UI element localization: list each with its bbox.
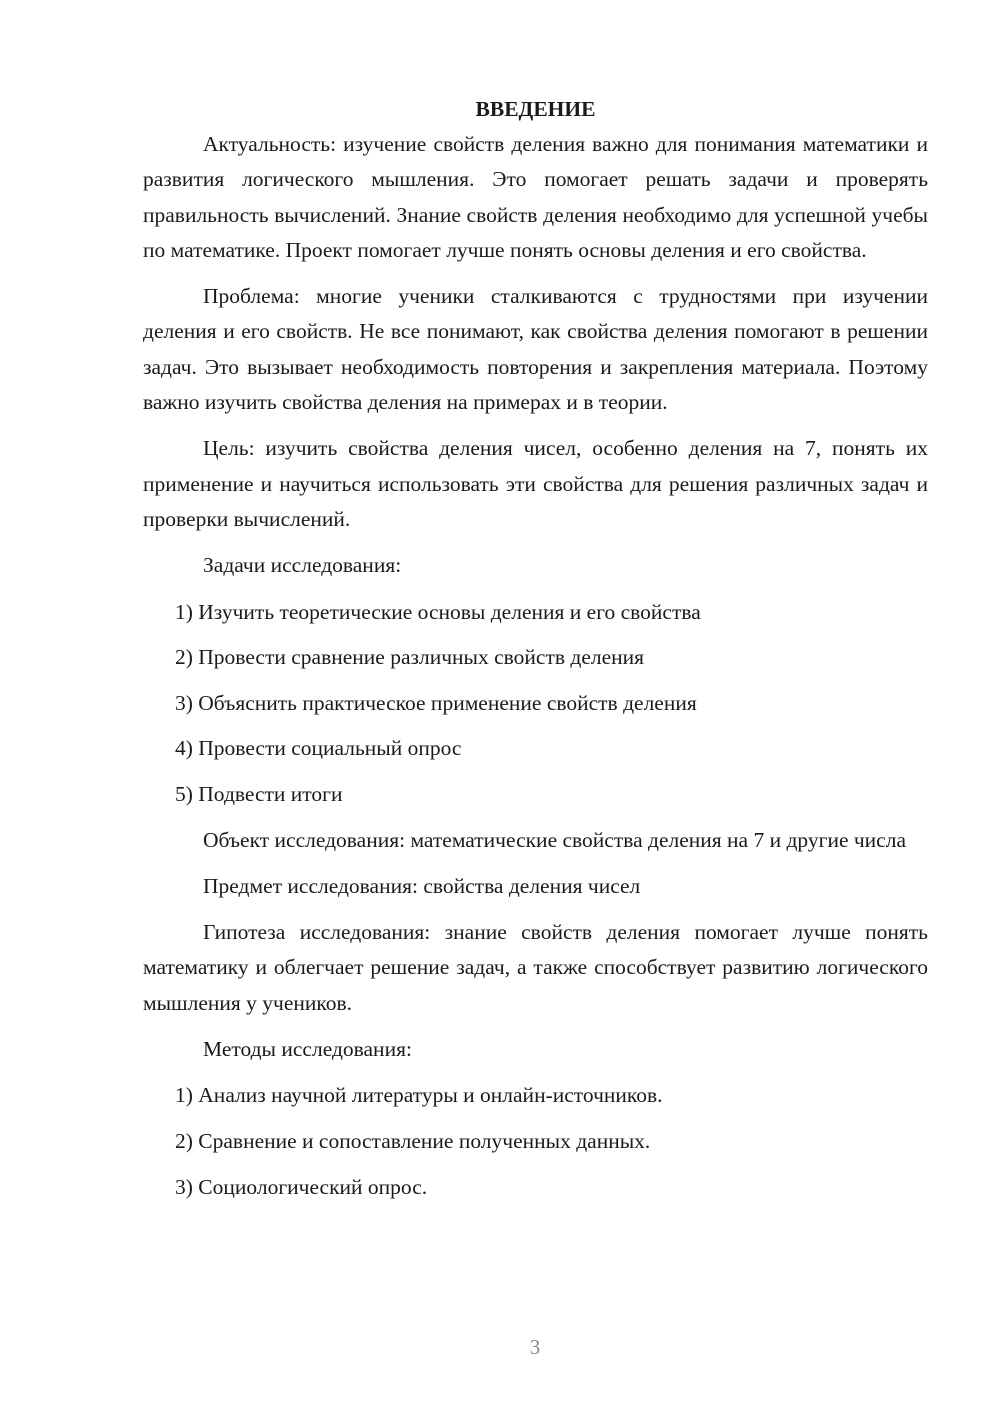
object-paragraph: Объект исследования: математические свойства деления на 7 и другие числа — [203, 827, 907, 852]
list-item: 4) Провести социальный опрос — [175, 736, 462, 761]
relevance-paragraph: Актуальность: изучение свойств деления важно для понимания математики и развития логического мышления. Это помогает решать задачи и проверять правильность вычислений. Знание свойств деления необходимо для успешной учебы по математике. Проект помогает лучше понять основы деления и его свойства. — [143, 132, 928, 262]
list-item: 2) Провести сравнение различных свойств деления — [175, 645, 645, 670]
list-item: 1) Изучить теоретические основы деления и его свойства — [175, 599, 701, 624]
list-item: 1) Анализ научной литературы и онлайн-источников. — [175, 1083, 663, 1108]
methods-list — [143, 1078, 928, 1204]
hypothesis-paragraph: Гипотеза исследования: знание свойств деления помогает лучше понять математику и облегчает решение задач, а также способствует развитию логического мышления у учеников. — [143, 920, 928, 1015]
problem-paragraph: Проблема: многие ученики сталкиваются с трудностями при изучении деления и его свойств. Не все понимают, как свойства деления помогают в решении задач. Это вызывает необходимость повторения и закрепления материала. Поэтому важно изучить свойства деления на примерах и в теории. — [143, 284, 928, 415]
section-title: ВВЕДЕНИЕ — [475, 97, 596, 121]
tasks-heading: Задачи исследования: — [203, 553, 402, 578]
list-item: 3) Объяснить практическое применение свойств деления — [175, 690, 697, 715]
subject-paragraph: Предмет исследования: свойства деления чисел — [203, 873, 641, 898]
goal-paragraph: Цель: изучить свойства деления чисел, особенно деления на 7, понять их применение и научиться использовать эти свойства для решения различных задач и проверки вычислений. — [143, 436, 928, 531]
tasks-list — [143, 595, 928, 813]
list-item: 3) Социологический опрос. — [175, 1174, 428, 1199]
methods-heading: Методы исследования: — [203, 1037, 412, 1062]
list-item: 2) Сравнение и сопоставление полученных данных. — [175, 1128, 651, 1153]
page-number: 3 — [529, 1335, 541, 1359]
list-item: 5) Подвести итоги — [175, 781, 343, 806]
document-page — [143, 92, 928, 1215]
